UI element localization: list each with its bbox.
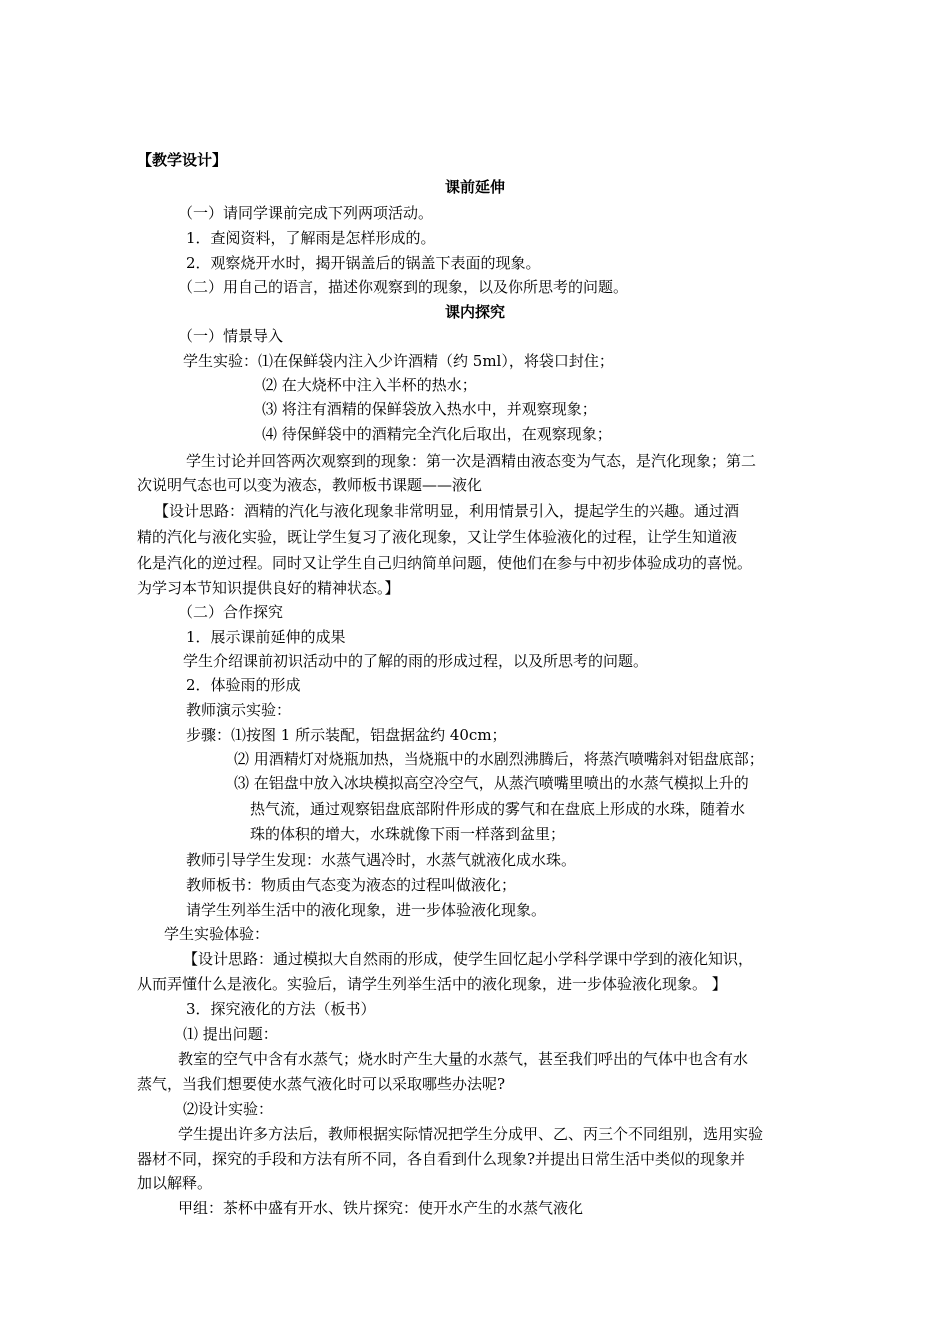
text-line: 学生介绍课前初识活动中的了解的雨的形成过程，以及所思考的问题。 <box>183 652 649 670</box>
text-line: 学生实验：⑴在保鲜袋内注入少许酒精（约 5ml），将袋口封住； <box>183 352 614 370</box>
text-line: （二）用自己的语言，描述你观察到的现象，以及你所思考的问题。 <box>178 278 629 296</box>
text-line: 器材不同，探究的手段和方法有所不同，各自看到什么现象?并提出日常生活中类似的现象并 <box>137 1150 746 1168</box>
text-line: ⑶ 在铝盘中放入冰块模拟高空冷空气，从蒸汽喷嘴里喷出的水蒸气模拟上升的 <box>234 774 749 792</box>
text-line: 甲组：茶杯中盛有开水、铁片探究：使开水产生的水蒸气液化 <box>178 1199 584 1217</box>
text-line: 1．展示课前延伸的成果 <box>186 628 346 646</box>
design-note-line: 从而弄懂什么是液化。实验后，请学生列举生活中的液化现象，进一步体验液化现象。 】 <box>137 975 727 993</box>
section-title-pre-class: 课前延伸 <box>444 178 505 196</box>
text-line: 热气流，通过观察铝盘底部附件形成的雾气和在盘底上形成的水珠，随着水 <box>250 800 746 818</box>
text-line: 步骤：⑴按图 1 所示装配，铝盘据盆约 40cm； <box>186 726 507 744</box>
text-line: ⑶ 将注有酒精的保鲜袋放入热水中，并观察现象； <box>262 400 597 418</box>
text-line: 2．观察烧开水时，揭开锅盖后的锅盖下表面的现象。 <box>186 254 541 272</box>
text-line: 教师引导学生发现：水蒸气遇冷时，水蒸气就液化成水珠。 <box>186 851 577 869</box>
text-line: 学生讨论并回答两次观察到的现象：第一次是酒精由液态变为气态，是汽化现象；第二 <box>186 452 757 470</box>
text-line: ⑷ 待保鲜袋中的酒精完全汽化后取出，在观察现象； <box>262 425 612 443</box>
text-line: 2．体验雨的形成 <box>186 676 301 694</box>
text-line: 学生提出许多方法后，教师根据实际情况把学生分成甲、乙、丙三个不同组别，选用实验 <box>178 1125 764 1143</box>
text-line: 3．探究液化的方法（板书） <box>186 1000 376 1018</box>
text-line: 教室的空气中含有水蒸气；烧水时产生大量的水蒸气，甚至我们呼出的气体中也含有水 <box>178 1050 749 1068</box>
text-line: 教师演示实验： <box>186 701 292 719</box>
text-line: ⑵ 在大烧杯中注入半杯的热水； <box>262 376 477 394</box>
text-line: 蒸气，当我们想要使水蒸气液化时可以采取哪些办法呢? <box>137 1075 506 1093</box>
text-line: 珠的体积的增大，水珠就像下雨一样落到盆里； <box>250 825 566 843</box>
text-line: ⑵ 用酒精灯对烧瓶加热，当烧瓶中的水剧烈沸腾后，将蒸汽喷嘴斜对铝盘底部； <box>234 750 764 768</box>
text-line: 加以解释。 <box>137 1174 213 1192</box>
document-heading: 【教学设计】 <box>137 151 228 169</box>
text-line: 教师板书：物质由气态变为液态的过程叫做液化； <box>186 876 517 894</box>
design-note-line: 【设计思路：通过模拟大自然雨的形成，使学生回忆起小学科学课中学到的液化知识， <box>183 950 754 968</box>
text-line: 请学生列举生活中的液化现象，进一步体验液化现象。 <box>186 901 547 919</box>
text-line: ⑵设计实验： <box>183 1100 274 1118</box>
text-line: 次说明气态也可以变为液态，教师板书课题——液化 <box>137 476 483 494</box>
text-line: （二）合作探究 <box>178 603 284 621</box>
design-note-line: 精的汽化与液化实验，既让学生复习了液化现象，又让学生体验液化的过程，让学生知道液 <box>137 528 738 546</box>
text-line: （一）情景导入 <box>178 327 284 345</box>
text-line: 1．查阅资料，了解雨是怎样形成的。 <box>186 229 436 247</box>
design-note-line: 为学习本节知识提供良好的精神状态。】 <box>137 579 400 597</box>
design-note-line: 【设计思路：酒精的汽化与液化现象非常明显，利用情景引入，提起学生的兴趣。通过酒 <box>154 502 740 520</box>
text-line: （一）请同学课前完成下列两项活动。 <box>178 204 434 222</box>
text-line: 学生实验体验： <box>164 925 270 943</box>
section-title-in-class: 课内探究 <box>444 303 505 321</box>
text-line: ⑴ 提出问题： <box>183 1025 278 1043</box>
design-note-line: 化是汽化的逆过程。同时又让学生自己归纳简单问题，使他们在参与中初步体验成功的喜悦。 <box>137 554 753 572</box>
